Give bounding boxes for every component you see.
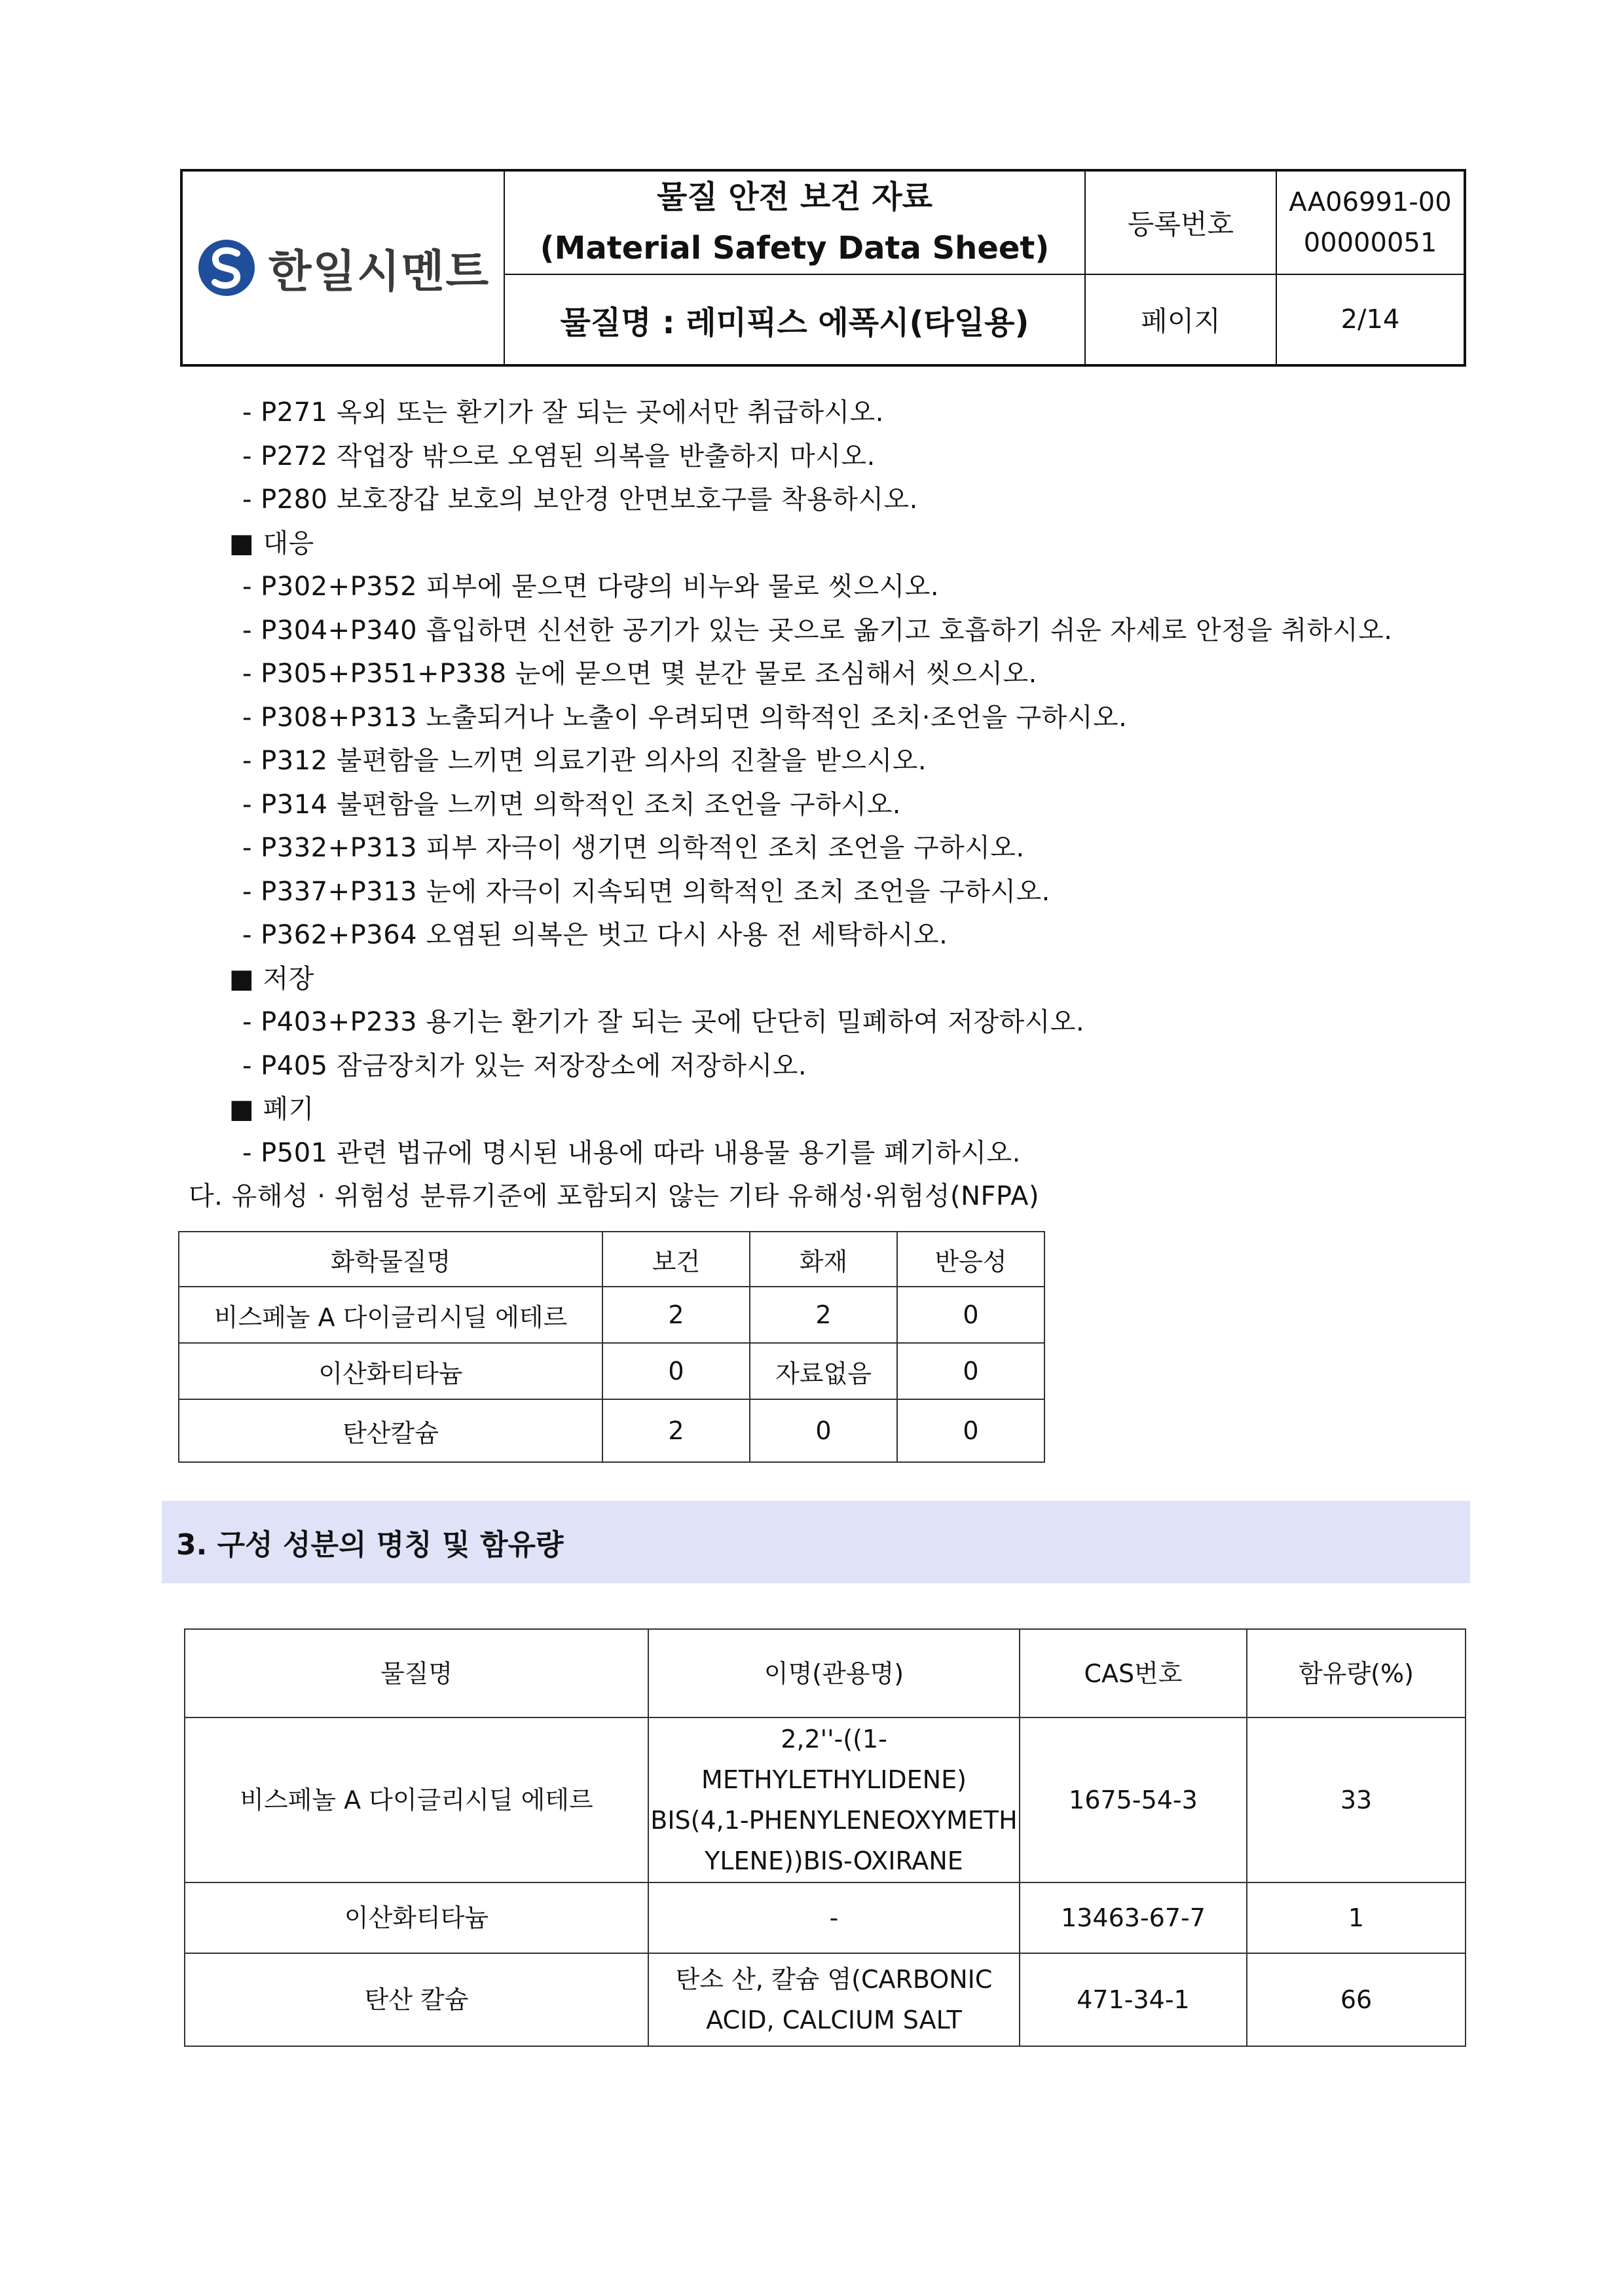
alias-line: 탄소 산, 칼슘 염(CARBONIC <box>675 1965 993 1994</box>
storage-heading: ■ 저장 <box>229 964 314 994</box>
nfpa-cell: 자료없음 <box>750 1343 897 1399</box>
composition-table <box>184 1628 1466 2047</box>
comp-alias-cell <box>648 1717 1020 1882</box>
alias-line: YLENE))BIS-OXIRANE <box>705 1846 963 1875</box>
nfpa-header-health: 보건 <box>602 1232 750 1287</box>
precaution-p280: - P280 보호장갑 보호의 보안경 안면보호구를 착용하시오. <box>242 485 918 515</box>
table-row <box>179 1287 1044 1343</box>
precaution-p314: - P314 불편함을 느끼면 의학적인 조치 조언을 구하시오. <box>242 790 901 820</box>
precaution-p304: - P304+P340 흡입하면 신선한 공기가 있는 곳으로 옮기고 호흡하기 쉬운 자세로 안정을 취하시오. <box>242 615 1393 646</box>
material-name: 물질명 : 레미픽스 에폭시(타일용) <box>504 274 1085 365</box>
comp-cas-cell: 13463-67-7 <box>1020 1882 1247 1953</box>
registration-number-line2: 00000051 <box>1303 228 1437 258</box>
comp-alias-cell <box>648 1953 1020 2046</box>
document-header <box>180 169 1466 367</box>
table-header-row <box>179 1232 1044 1287</box>
precaution-p272: - P272 작업장 밖으로 오염된 의복을 반출하지 마시오. <box>242 441 876 471</box>
registration-number <box>1276 170 1465 274</box>
disposal-heading: ■ 폐기 <box>229 1094 314 1124</box>
comp-header-cas: CAS번호 <box>1020 1629 1247 1717</box>
comp-name-cell: 탄산 칼슘 <box>185 1953 648 2046</box>
response-heading: ■ 대응 <box>229 528 314 559</box>
comp-cas-cell: 1675-54-3 <box>1020 1717 1247 1882</box>
precaution-p405: - P405 잠금장치가 있는 저장장소에 저장하시오. <box>242 1051 807 1081</box>
table-header-row <box>185 1629 1466 1717</box>
alias-line: ACID, CALCIUM SALT <box>706 2006 962 2034</box>
comp-header-alias: 이명(관용명) <box>648 1629 1020 1717</box>
nfpa-table <box>178 1231 1045 1463</box>
document-title <box>504 170 1085 274</box>
nfpa-cell: 0 <box>602 1343 750 1399</box>
company-logo-icon <box>196 238 257 298</box>
precaution-p305: - P305+P351+P338 눈에 묻으면 몇 분간 물로 조심해서 씻으시오. <box>242 659 1037 689</box>
section-3-header <box>162 1501 1470 1583</box>
nfpa-cell: 이산화티타늄 <box>179 1343 602 1399</box>
comp-header-name: 물질명 <box>185 1629 648 1717</box>
precaution-p337: - P337+P313 눈에 자극이 지속되면 의학적인 조치 조언을 구하시오. <box>242 877 1050 907</box>
comp-content-cell: 1 <box>1247 1882 1466 1953</box>
nfpa-cell: 0 <box>897 1287 1044 1343</box>
nfpa-header-reactivity: 반응성 <box>897 1232 1044 1287</box>
title-english: (Material Safety Data Sheet) <box>540 230 1050 266</box>
nfpa-cell: 탄산칼슘 <box>179 1399 602 1462</box>
precaution-p403: - P403+P233 용기는 환기가 잘 되는 곳에 단단히 밀폐하여 저장하시오. <box>242 1007 1085 1037</box>
comp-name-cell: 비스페놀 A 다이글리시딜 에테르 <box>185 1717 648 1882</box>
alias-line: 2,2''-((1-METHYLETHYLIDENE) <box>701 1725 967 1794</box>
nfpa-header-fire: 화재 <box>750 1232 897 1287</box>
nfpa-cell: 2 <box>750 1287 897 1343</box>
company-name: 한일시멘트 <box>268 246 490 298</box>
precaution-p308: - P308+P313 노출되거나 노출이 우려되면 의학적인 조치·조언을 구하시오. <box>242 703 1128 733</box>
nfpa-cell: 비스페놀 A 다이글리시딜 에테르 <box>179 1287 602 1343</box>
table-row <box>179 1399 1044 1462</box>
comp-header-content: 함유량(%) <box>1247 1629 1466 1717</box>
nfpa-cell: 0 <box>897 1343 1044 1399</box>
table-row <box>185 1953 1466 2046</box>
registration-label: 등록번호 <box>1085 170 1276 274</box>
section-3-title: 3. 구성 성분의 명칭 및 함유량 <box>176 1528 564 1562</box>
page-label: 페이지 <box>1085 274 1276 365</box>
precaution-p501: - P501 관련 법규에 명시된 내용에 따라 내용물 용기를 폐기하시오. <box>242 1138 1021 1168</box>
logo-cell <box>181 170 504 365</box>
comp-content-cell: 33 <box>1247 1717 1466 1882</box>
table-row <box>185 1717 1466 1882</box>
precaution-p332: - P332+P313 피부 자극이 생기면 의학적인 조치 조언을 구하시오. <box>242 833 1025 863</box>
precaution-p362: - P362+P364 오염된 의복은 벗고 다시 사용 전 세탁하시오. <box>242 920 948 950</box>
comp-name-cell: 이산화티타늄 <box>185 1882 648 1953</box>
registration-number-line1: AA06991-00 <box>1289 187 1452 217</box>
title-korean: 물질 안전 보건 자료 <box>656 179 933 215</box>
precaution-p271: - P271 옥외 또는 환기가 잘 되는 곳에서만 취급하시오. <box>242 397 884 428</box>
nfpa-cell: 2 <box>602 1287 750 1343</box>
company-logo <box>183 236 504 300</box>
comp-alias-cell: - <box>648 1882 1020 1953</box>
comp-content-cell: 66 <box>1247 1953 1466 2046</box>
precaution-p302: - P302+P352 피부에 묻으면 다량의 비누와 물로 씻으시오. <box>242 572 940 602</box>
table-row <box>185 1882 1466 1953</box>
nfpa-cell: 0 <box>750 1399 897 1462</box>
comp-cas-cell: 471-34-1 <box>1020 1953 1247 2046</box>
nfpa-cell: 2 <box>602 1399 750 1462</box>
nfpa-cell: 0 <box>897 1399 1044 1462</box>
alias-line: BIS(4,1-PHENYLENEOXYMETH <box>650 1806 1018 1835</box>
nfpa-header-chemical: 화학물질명 <box>179 1232 602 1287</box>
precaution-p312: - P312 불편함을 느끼면 의료기관 의사의 진찰을 받으시오. <box>242 746 927 776</box>
page-number: 2/14 <box>1276 274 1465 365</box>
table-row <box>179 1343 1044 1399</box>
nfpa-heading: 다. 유해성 · 위험성 분류기준에 포함되지 않는 기타 유해성·위험성(NFPA) <box>189 1181 1040 1211</box>
